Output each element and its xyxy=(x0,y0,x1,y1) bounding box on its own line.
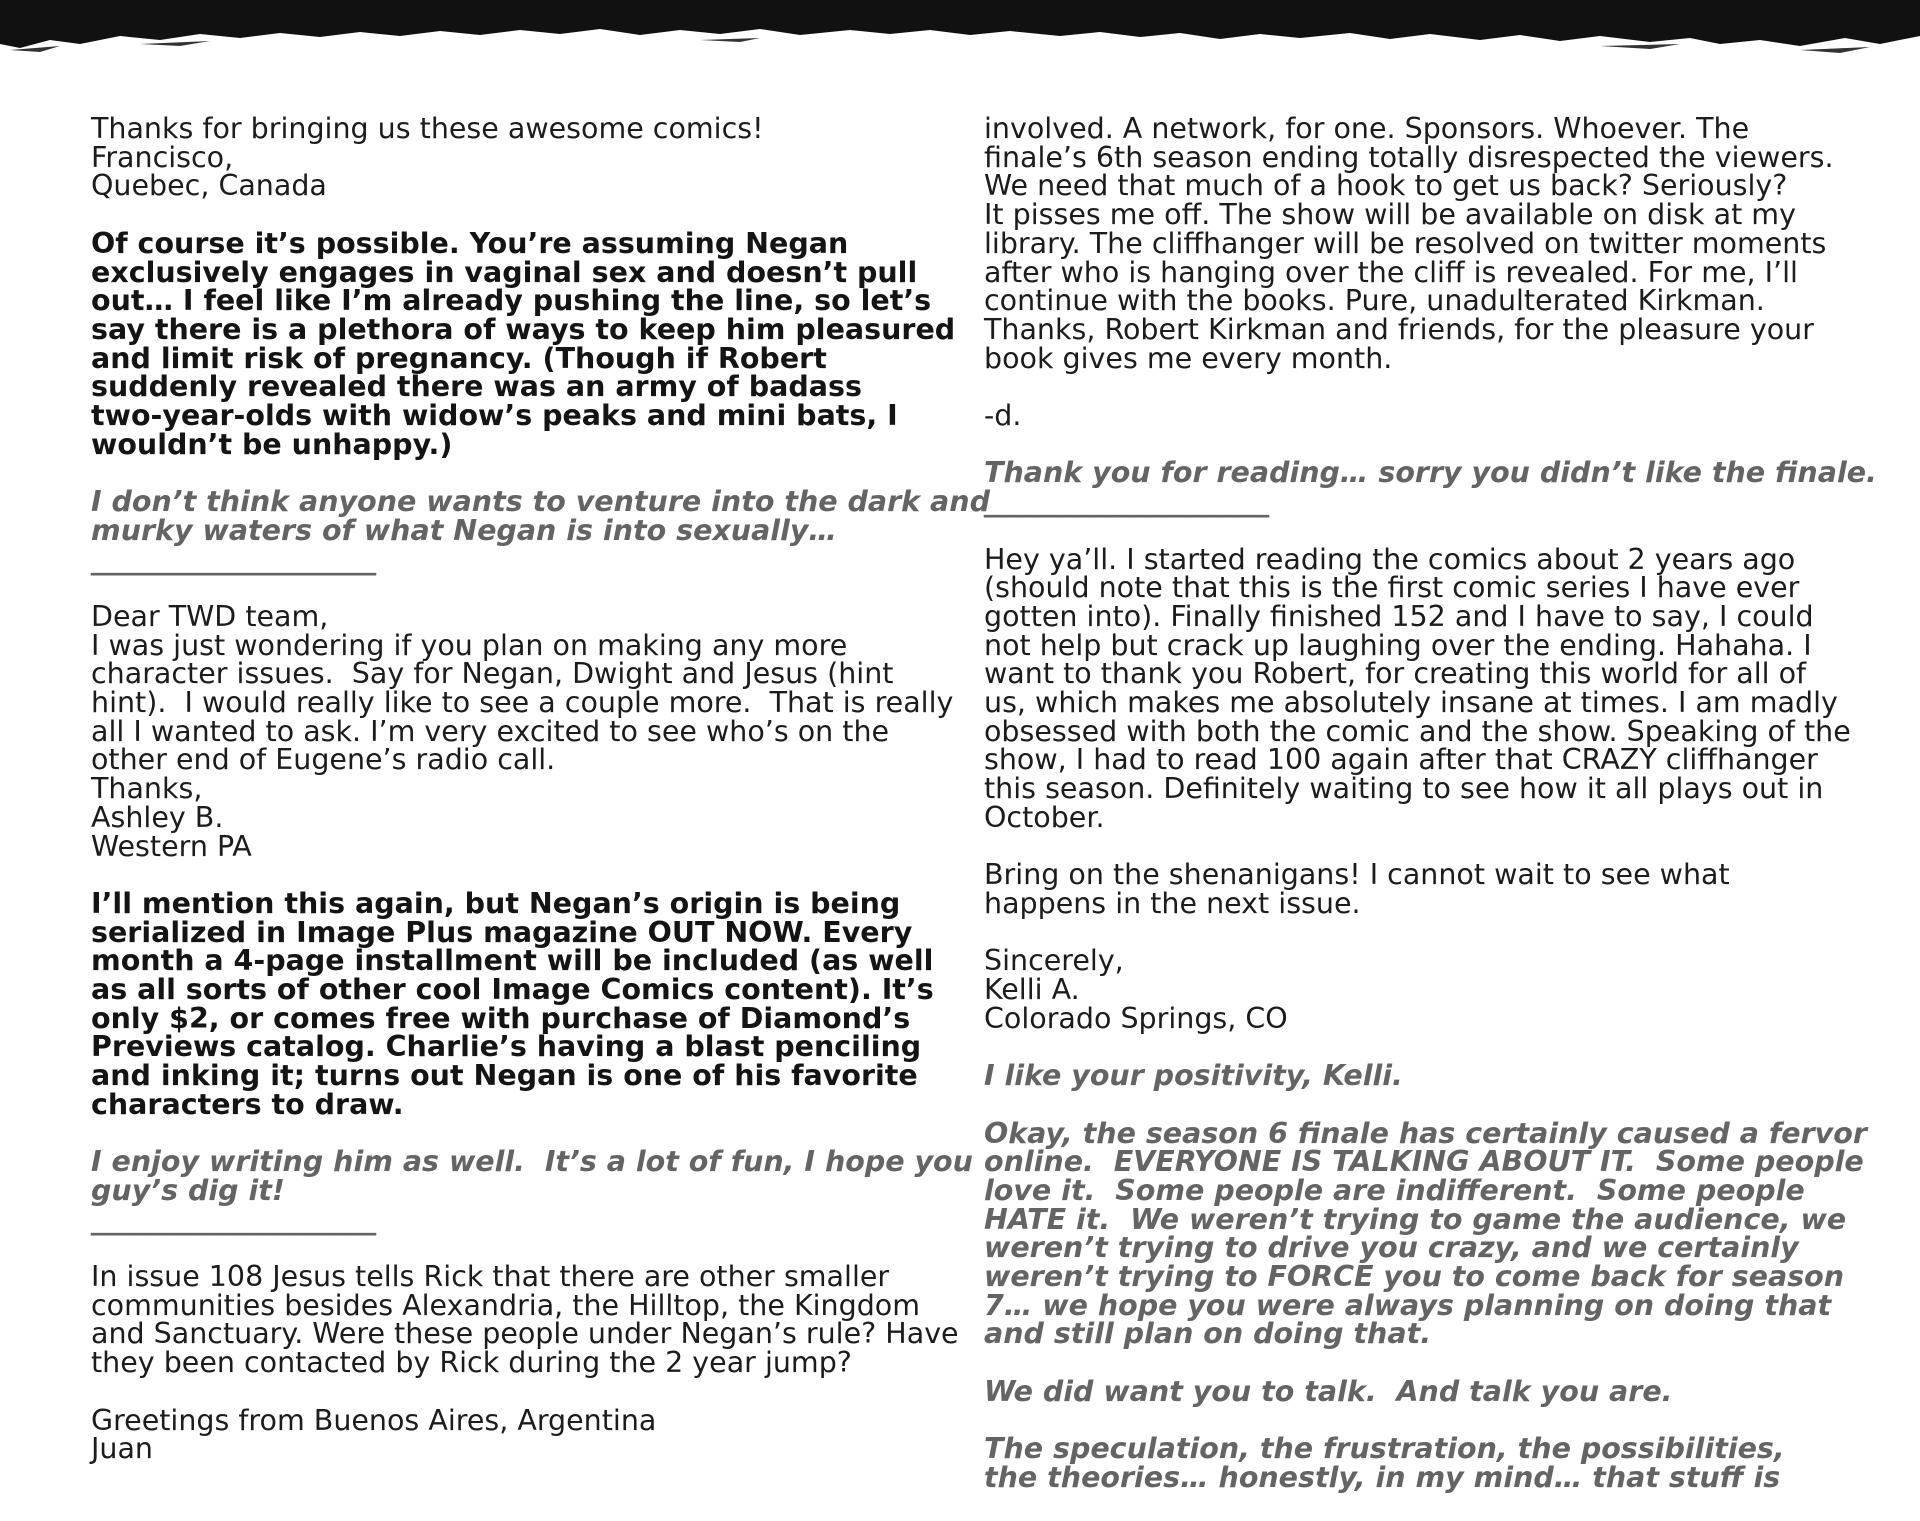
letter-line: and Sanctuary. Were these people under Negan’s rule? Have xyxy=(91,1317,959,1351)
reply-line: I don’t think anyone wants to venture into the dark and xyxy=(91,485,990,519)
reply-line: Of course it’s possible. You’re assuming Negan xyxy=(91,226,849,260)
reply-line: I like your positivity, Kelli. xyxy=(984,1059,1403,1093)
letter-line: gotten into). Finally finished 152 and I have to say, I could xyxy=(984,599,1814,633)
letter-line: not help but crack up laughing over the ending. Hahaha. I xyxy=(984,628,1812,662)
reply-line: exclusively engages in vaginal sex and doesn’t pull xyxy=(91,255,918,289)
reply-line: 7… we hope you were always planning on doing that xyxy=(984,1288,1832,1322)
letter-kelli xyxy=(984,542,1864,834)
section-separator: ____________________ xyxy=(91,1202,376,1236)
letter-line: us, which makes me absolutely insane at times. I am madly xyxy=(984,686,1838,720)
letter-line: this season. Definitely waiting to see how it all plays out in xyxy=(984,772,1824,806)
letter-line: all I wanted to ask. I’m very excited to see who’s on the xyxy=(91,714,890,748)
letter-line: Hey ya’ll. I started reading the comics about 2 years ago xyxy=(984,542,1796,576)
letter-line: library. The cliffhanger will be resolved on twitter moments xyxy=(984,226,1827,260)
reply-line: murky waters of what Negan is into sexually… xyxy=(91,513,837,547)
section-separator: ____________________ xyxy=(984,485,1269,519)
reply-line: online. EVERYONE IS TALKING ABOUT IT. Some people xyxy=(984,1145,1864,1179)
letter-line: want to thank you Robert, for creating this world for all of xyxy=(984,657,1807,691)
reply-line: Okay, the season 6 finale has certainly caused a fervor xyxy=(984,1116,1867,1150)
letter-line: It pisses me off. The show will be available on disk at my xyxy=(984,198,1796,232)
reply-line: HATE it. We weren’t trying to game the audience, we xyxy=(984,1202,1847,1236)
reply-line: say there is a plethora of ways to keep him pleasured xyxy=(91,312,956,346)
reply-line: suddenly revealed there was an army of badass xyxy=(91,370,862,404)
reply-line: The speculation, the frustration, the possibilities, xyxy=(984,1432,1785,1466)
letter-kelli-closing xyxy=(984,858,1864,920)
letter-line: Quebec, Canada xyxy=(91,169,327,203)
letter-line: (should note that this is the first comic series I have ever xyxy=(984,571,1800,605)
letter-line: Thanks, Robert Kirkman and friends, for the pleasure your xyxy=(984,312,1814,346)
editor-reply-italic xyxy=(984,1374,1864,1408)
letter-line: book gives me every month. xyxy=(984,341,1393,375)
reply-line: I enjoy writing him as well. It’s a lot of fun, I hope you xyxy=(91,1145,973,1179)
letter-line: I was just wondering if you plan on making any more xyxy=(91,628,848,662)
letter-line: hint). I would really like to see a couple more. That is really xyxy=(91,686,954,720)
letter-line: Kelli A. xyxy=(984,973,1080,1007)
letter-line: finale’s 6th season ending totally disrespected the viewers. xyxy=(984,140,1834,174)
editor-reply-italic xyxy=(984,1116,1867,1351)
letter-line: Dear TWD team, xyxy=(91,599,329,633)
letter-line: Western PA xyxy=(91,829,252,863)
letter-line: Thanks, xyxy=(91,772,203,806)
editor-reply-italic xyxy=(984,456,1877,519)
reply-line: and limit risk of pregnancy. (Though if Robert xyxy=(91,341,827,375)
letter-line: Sincerely, xyxy=(984,944,1124,978)
letters-column-left xyxy=(91,112,990,1493)
letter-line: after who is hanging over the cliff is revealed. For me, I’ll xyxy=(984,255,1798,289)
editor-reply-italic xyxy=(984,1059,1864,1093)
letter-line: October. xyxy=(984,800,1105,834)
reply-line: I’ll mention this again, but Negan’s origin is being xyxy=(91,886,901,920)
letter-line: involved. A network, for one. Sponsors. Whoever. The xyxy=(984,112,1750,145)
letters-column-right xyxy=(984,112,1877,1521)
reply-line: and still plan on doing that. xyxy=(984,1317,1432,1351)
reply-line: Thank you for reading… sorry you didn’t like the finale. xyxy=(984,456,1877,490)
reply-line: weren’t trying to FORCE you to come back for season xyxy=(984,1260,1845,1294)
letter-d-continued xyxy=(984,112,1864,375)
reply-line: as all sorts of other cool Image Comics content). It’s xyxy=(91,973,934,1007)
reply-line: guy’s dig it! xyxy=(91,1173,285,1207)
letter-line: In issue 108 Jesus tells Rick that there are other smaller xyxy=(91,1260,890,1294)
reply-line: only $2, or comes free with purchase of Diamond’s xyxy=(91,1001,911,1035)
letter-line: Francisco, xyxy=(91,140,234,174)
letter-line: Juan xyxy=(91,1432,153,1466)
reply-line: characters to draw. xyxy=(91,1087,404,1121)
reply-line: month a 4-page installment will be included (as well xyxy=(91,944,934,978)
editor-reply-bold xyxy=(91,226,971,461)
letter-line: character issues. Say for Negan, Dwight and Jesus (hint xyxy=(91,657,894,691)
reply-line: love it. Some people are indifferent. Some people xyxy=(984,1173,1805,1207)
reply-line: Previews catalog. Charlie’s having a blast penciling xyxy=(91,1030,922,1064)
letter-line: Ashley B. xyxy=(91,800,224,834)
letter-line: Greetings from Buenos Aires, Argentina xyxy=(91,1403,657,1437)
letter-kelli-signoff xyxy=(984,944,1864,1035)
letter-line: Thanks for bringing us these awesome comics! xyxy=(91,112,764,145)
letter-line: Bring on the shenanigans! I cannot wait to see what xyxy=(984,858,1730,892)
editor-reply-bold xyxy=(91,886,971,1121)
reply-line: the theories… honestly, in my mind… that stuff is xyxy=(984,1460,1781,1494)
letter-francisco xyxy=(91,112,971,203)
letter-line: Colorado Springs, CO xyxy=(984,1001,1288,1035)
editor-reply-italic xyxy=(91,1145,973,1236)
reply-line: and inking it; turns out Negan is one of his favorite xyxy=(91,1059,918,1093)
editor-reply-italic xyxy=(91,485,990,576)
letter-ashley xyxy=(91,599,971,863)
letter-line: obsessed with both the comic and the show. Speaking of the xyxy=(984,714,1851,748)
letter-line: We need that much of a hook to get us back? Seriously? xyxy=(984,169,1788,203)
letter-line: they been contacted by Rick during the 2 year jump? xyxy=(91,1346,852,1380)
reply-line: serialized in Image Plus magazine OUT NOW. Every xyxy=(91,915,913,949)
section-separator: ____________________ xyxy=(91,542,376,576)
letter-line: happens in the next issue. xyxy=(984,886,1361,920)
letter-line: other end of Eugene’s radio call. xyxy=(91,743,556,777)
reply-line: two-year-olds with widow’s peaks and mini bats, I xyxy=(91,399,898,433)
editor-reply-italic xyxy=(984,1432,1864,1494)
reply-line: We did want you to talk. And talk you are. xyxy=(984,1374,1673,1408)
reply-line: out… I feel like I’m already pushing the line, so let’s xyxy=(91,284,932,318)
letter-juan xyxy=(91,1260,971,1380)
letter-d-signoff xyxy=(984,399,1864,433)
reply-line: weren’t trying to drive you crazy, and we certainly xyxy=(984,1231,1799,1265)
letter-line: communities besides Alexandria, the Hilltop, the Kingdom xyxy=(91,1288,921,1322)
reply-line: wouldn’t be unhappy.) xyxy=(91,427,453,461)
letter-line: continue with the books. Pure, unadulterated Kirkman. xyxy=(984,284,1765,318)
letter-juan-signoff xyxy=(91,1403,971,1466)
letter-line: -d. xyxy=(984,399,1022,433)
torn-ink-header-bar xyxy=(0,0,1920,70)
letter-line: show, I had to read 100 again after that CRAZY cliffhanger xyxy=(984,743,1818,777)
